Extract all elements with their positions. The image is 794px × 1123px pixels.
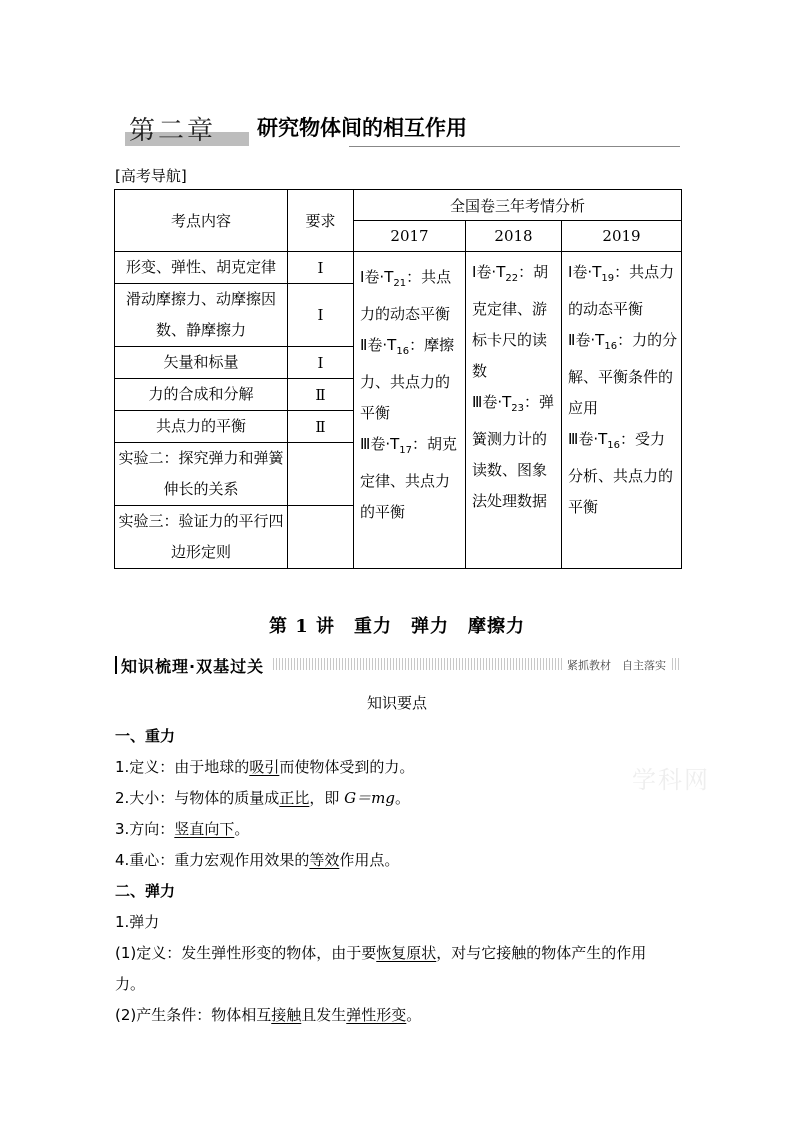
requirement-cell xyxy=(288,443,354,506)
underlined-answer: 弹性形变 xyxy=(346,1006,407,1024)
text: 。 xyxy=(394,789,410,807)
underlined-answer: 接触 xyxy=(271,1006,302,1024)
text: ，即 xyxy=(309,789,345,807)
heading-gravity: 一、重力 xyxy=(115,727,176,745)
analysis-sub: 16 xyxy=(396,346,410,357)
banner-text: 知识梳理·双基过关 xyxy=(121,657,265,676)
topic-cell: 形变、弹性、胡克定律 xyxy=(115,252,288,284)
chapter-header xyxy=(115,108,680,148)
elastic-condition xyxy=(115,1004,421,1025)
analysis-2019 xyxy=(562,252,682,569)
chapter-number: 第二章 xyxy=(129,116,217,146)
analysis-text: ：胡克定律、共点力的平衡 xyxy=(360,435,458,521)
header-requirement: 要求 xyxy=(288,190,354,252)
year-2017: 2017 xyxy=(354,221,466,252)
gravity-direction xyxy=(115,818,249,839)
text: (2)产生条件：物体相互 xyxy=(115,1006,272,1024)
underlined-answer: 吸引 xyxy=(249,758,280,776)
header-topic: 考点内容 xyxy=(115,190,288,252)
analysis-text: ：受力分析、共点力的平衡 xyxy=(568,430,674,516)
analysis-text: ：共点力的动态平衡 xyxy=(360,268,452,323)
banner-right-text: 紧抓教材 自主落实 xyxy=(563,657,670,673)
year-2018: 2018 xyxy=(466,221,562,252)
requirement-cell: Ⅱ xyxy=(288,411,354,443)
analysis-sub: 17 xyxy=(399,445,413,456)
analysis-sub: 23 xyxy=(511,403,525,414)
analysis-2018 xyxy=(466,252,562,569)
analysis-text: ：摩擦力、共点力的平衡 xyxy=(360,336,455,422)
points-title: 知识要点 xyxy=(366,694,427,712)
topic-cell: 实验二：探究弹力和弹簧伸长的关系 xyxy=(115,443,288,506)
underlined-answer: 恢复原状 xyxy=(376,944,437,962)
header-analysis: 全国卷三年考情分析 xyxy=(354,190,682,221)
text: ，对与它接触的物体产生的作用 xyxy=(436,944,647,962)
requirement-cell: Ⅱ xyxy=(288,379,354,411)
watermark: 学科网 xyxy=(632,766,710,794)
year-2019: 2019 xyxy=(562,221,682,252)
exam-analysis-table xyxy=(114,189,682,569)
text: 作用点。 xyxy=(339,851,400,869)
topic-cell: 力的合成和分解 xyxy=(115,379,288,411)
text: 3.方向： xyxy=(115,820,175,838)
text: 2.大小：与物体的质量成 xyxy=(115,789,280,807)
underlined-answer: 等效 xyxy=(309,851,340,869)
requirement-cell xyxy=(288,506,354,569)
requirement-cell: Ⅰ xyxy=(288,252,354,284)
topic-cell: 共点力的平衡 xyxy=(115,411,288,443)
analysis-text: ：力的分解、平衡条件的应用 xyxy=(568,331,678,417)
analysis-sub: 19 xyxy=(601,273,615,284)
gravity-definition xyxy=(115,756,414,777)
underlined-answer: 竖直向下 xyxy=(174,820,235,838)
underlined-answer: 正比 xyxy=(279,789,310,807)
analysis-text: Ⅲ卷·T xyxy=(360,435,400,453)
requirement-cell: Ⅰ xyxy=(288,347,354,379)
section-banner xyxy=(115,653,680,677)
lecture-title: 第 1 讲 重力 弹力 摩擦力 xyxy=(268,616,526,637)
analysis-2017 xyxy=(354,252,466,569)
analysis-sub: 16 xyxy=(607,440,621,451)
analysis-text: ：胡克定律、游标卡尺的读数 xyxy=(472,263,549,380)
text: 。 xyxy=(406,1006,422,1024)
text: 且发生 xyxy=(301,1006,347,1024)
analysis-sub: 21 xyxy=(393,278,407,289)
text: 。 xyxy=(234,820,250,838)
analysis-text: Ⅰ卷·T xyxy=(472,263,506,281)
analysis-sub: 16 xyxy=(604,341,618,352)
text: 1.定义：由于地球的 xyxy=(115,758,250,776)
banner-left-bar xyxy=(115,656,117,674)
analysis-sub: 22 xyxy=(505,273,519,284)
analysis-text: Ⅲ卷·T xyxy=(568,430,608,448)
exam-nav-label: [高考导航] xyxy=(115,167,187,185)
text: 4.重心：重力宏观作用效果的 xyxy=(115,851,310,869)
chapter-title: 研究物体间的相互作用 xyxy=(257,115,467,140)
analysis-text: Ⅰ卷·T xyxy=(568,263,602,281)
elastic-definition xyxy=(115,942,646,963)
subheading-elastic: 1.弹力 xyxy=(115,913,160,931)
analysis-text: Ⅲ卷·T xyxy=(472,393,512,411)
text: (1)定义：发生弹性形变的物体，由于要 xyxy=(115,944,377,962)
heading-elastic: 二、弹力 xyxy=(115,882,176,900)
gravity-center xyxy=(115,849,399,870)
gravity-magnitude xyxy=(115,787,410,808)
analysis-text: Ⅱ卷·T xyxy=(568,331,605,349)
analysis-text: ：弹簧测力计的读数、图象法处理数据 xyxy=(472,393,555,510)
requirement-cell: Ⅰ xyxy=(288,284,354,347)
elastic-definition-cont: 力。 xyxy=(115,975,146,993)
analysis-text: Ⅱ卷·T xyxy=(360,336,397,354)
topic-cell: 矢量和标量 xyxy=(115,347,288,379)
text: 而使物体受到的力。 xyxy=(279,758,415,776)
analysis-text: Ⅰ卷·T xyxy=(360,268,394,286)
analysis-text: ：共点力的动态平衡 xyxy=(568,263,675,318)
formula: G＝mg xyxy=(344,789,395,807)
topic-cell: 滑动摩擦力、动摩擦因数、静摩擦力 xyxy=(115,284,288,347)
chapter-rule xyxy=(349,146,680,147)
topic-cell: 实验三：验证力的平行四边形定则 xyxy=(115,506,288,569)
